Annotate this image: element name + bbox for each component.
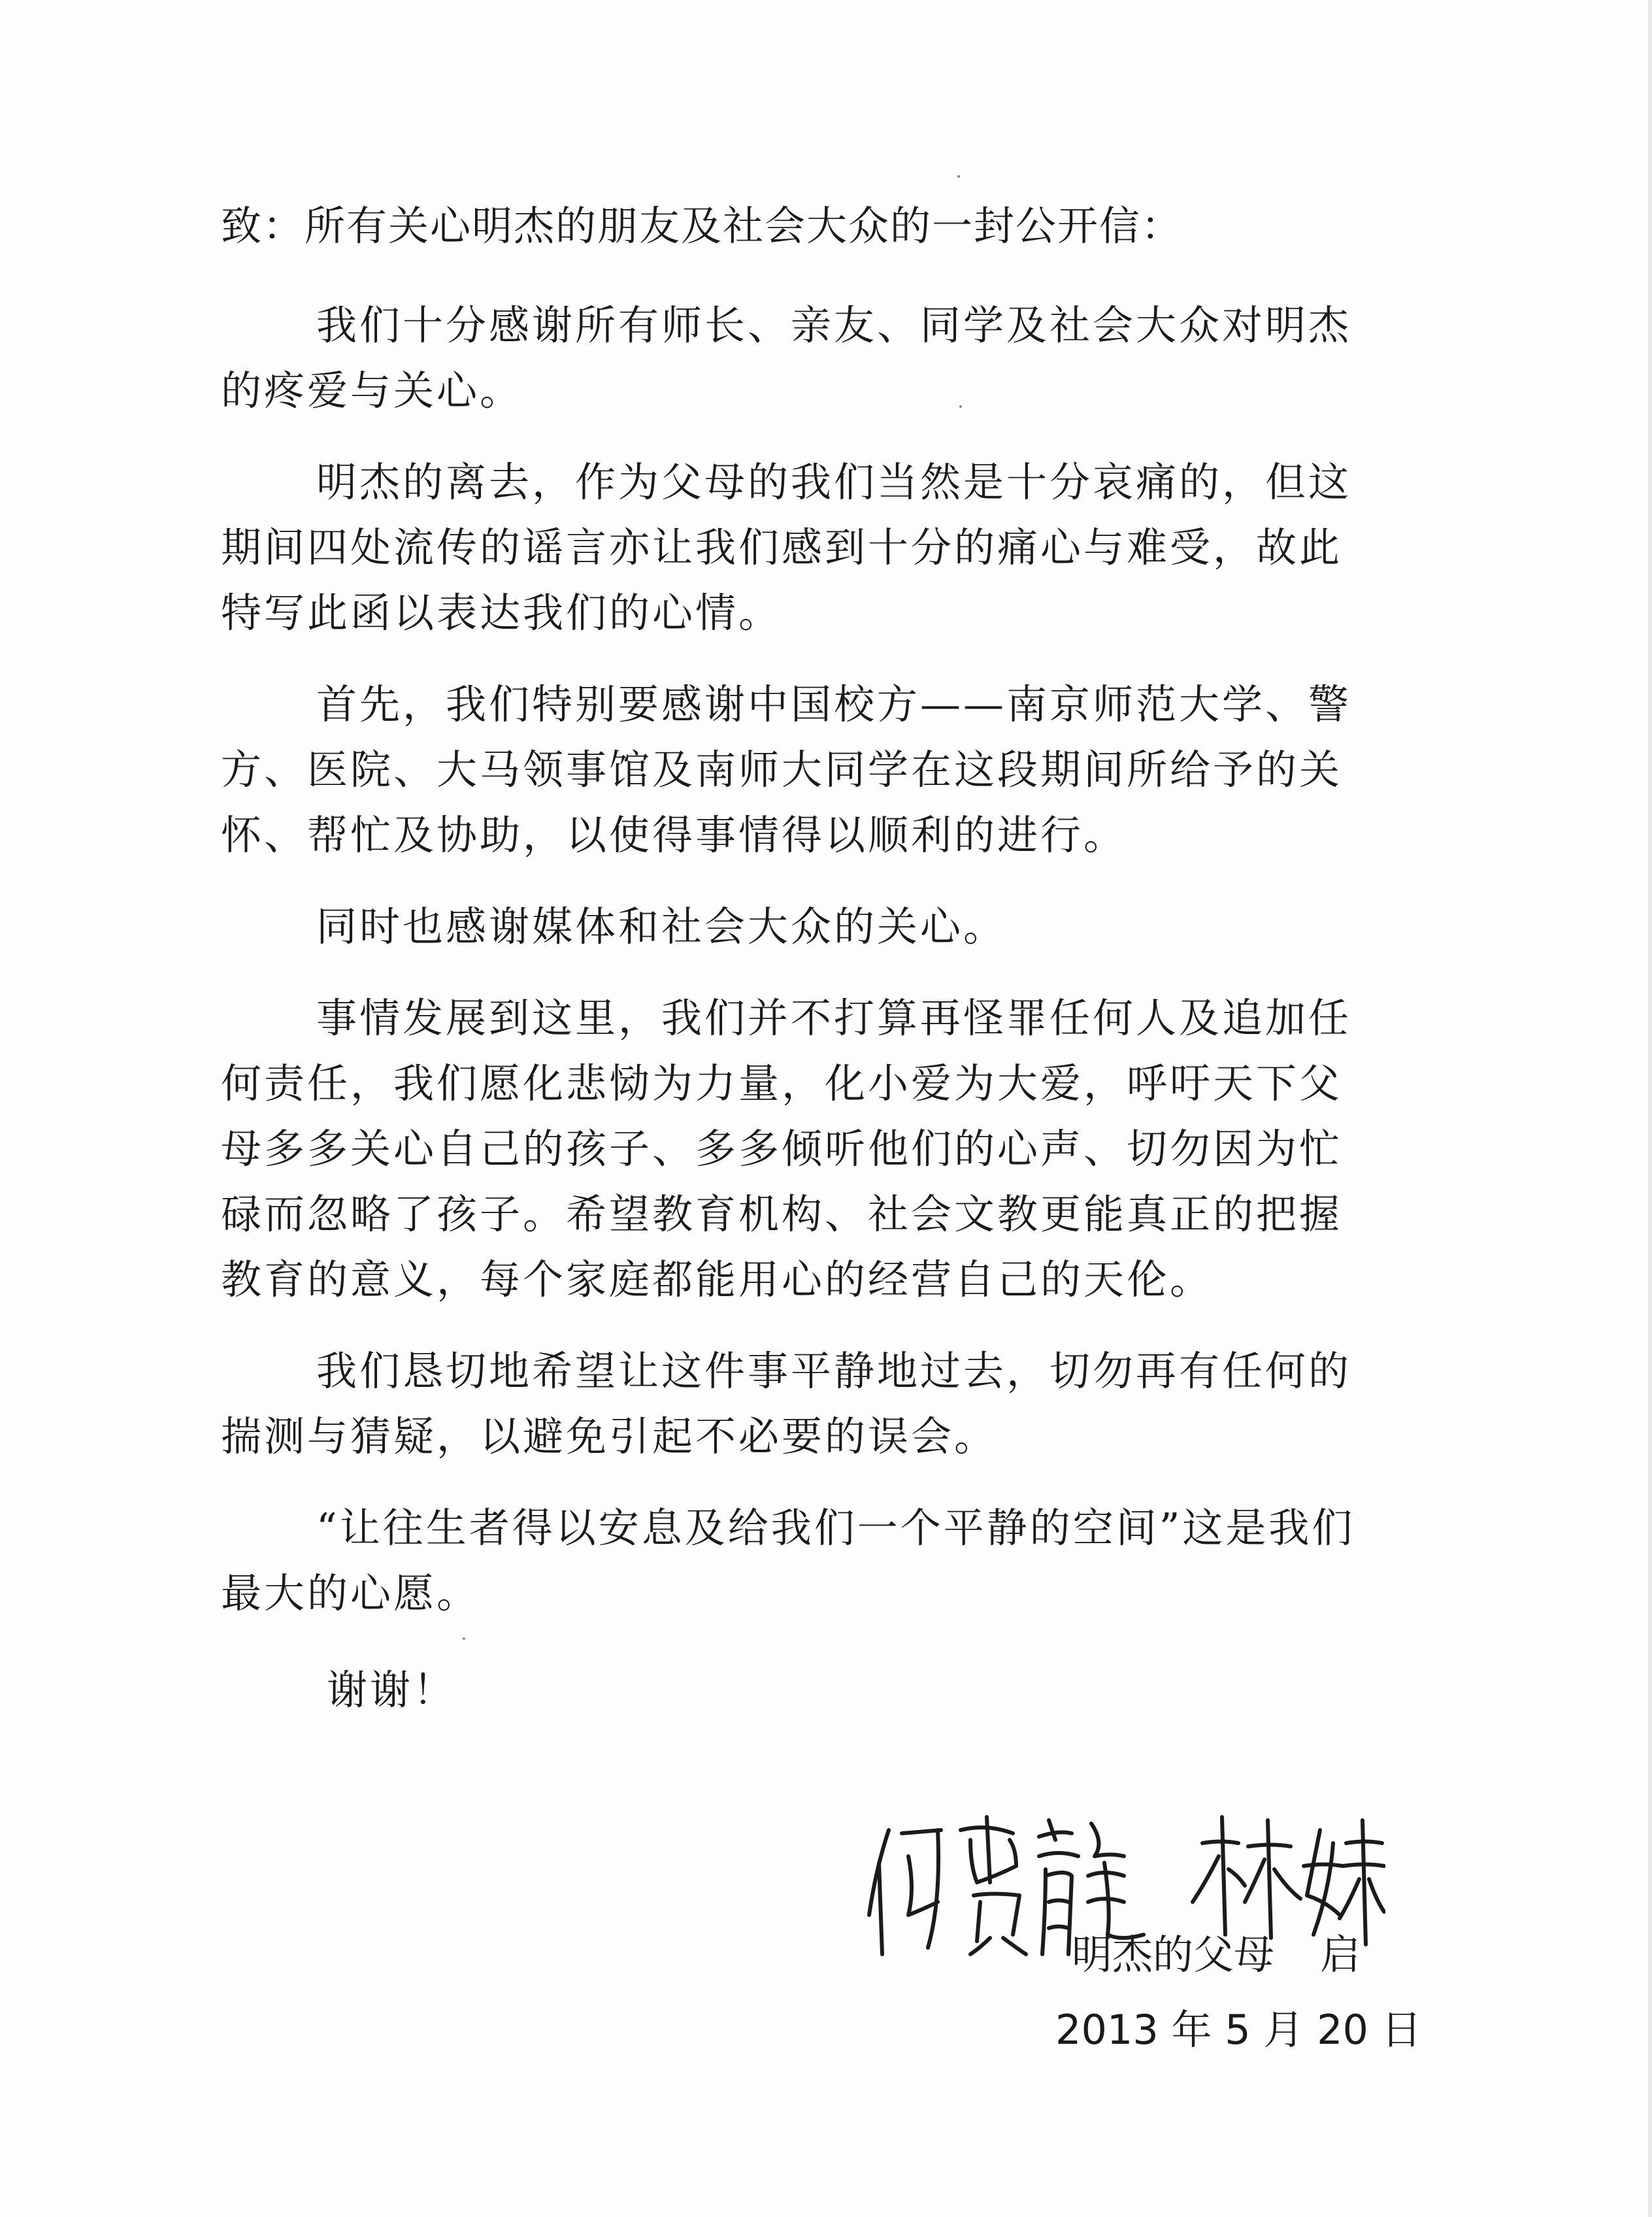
- paragraph-1: 我们十分感谢所有师长、亲友、同学及社会大众对明杰的疼爱与关心。: [221, 301, 1352, 414]
- scan-speck: [959, 405, 962, 408]
- signer-mark: 启: [1320, 1931, 1361, 1978]
- paragraph-2: 明杰的离去，作为父母的我们当然是十分哀痛的，但这期间四处流传的谣言亦让我们感到十分的痛心与难受，故此特写此函以表达我们的心情。: [221, 458, 1352, 637]
- signer-line: [1072, 1925, 1361, 1985]
- letter-date: 2013 年 5 月 20 日: [1055, 2006, 1422, 2054]
- scan-edge: [1648, 0, 1652, 2217]
- closing-thanks: 谢谢！: [327, 1666, 457, 1714]
- letter-greeting: 致：所有关心明杰的朋友及社会大众的一封公开信：: [221, 202, 1183, 250]
- signer-name: 明杰的父母: [1072, 1931, 1275, 1978]
- paragraph-6: 我们恳切地希望让这件事平静地过去，切勿再有任何的揣测与猜疑，以避免引起不必要的误会。: [221, 1347, 1352, 1460]
- scan-speck: [957, 175, 960, 178]
- scan-speck: [463, 1637, 465, 1640]
- paragraph-4: 同时也感谢媒体和社会大众的关心。: [316, 903, 1007, 950]
- paragraph-3: 首先，我们特别要感谢中国校方——南京师范大学、警方、医院、大马领事馆及南师大同学在这段期间所给予的关怀、帮忙及协助，以使得事情得以顺利的进行。: [221, 680, 1352, 859]
- paragraph-7: “让往生者得以安息及给我们一个平静的空间”这是我们最大的心愿。: [221, 1504, 1355, 1617]
- paragraph-5: 事情发展到这里，我们并不打算再怪罪任何人及追加任何责任，我们愿化悲恸为力量，化小爱为大爱，呼吁天下父母多多关心自己的孩子、多多倾听他们的心声、切勿因为忙碌而忽略了孩子。希望教育机构、社会文教更能真正的把握教育的意义，每个家庭都能用心的经营自己的天伦。: [221, 994, 1352, 1303]
